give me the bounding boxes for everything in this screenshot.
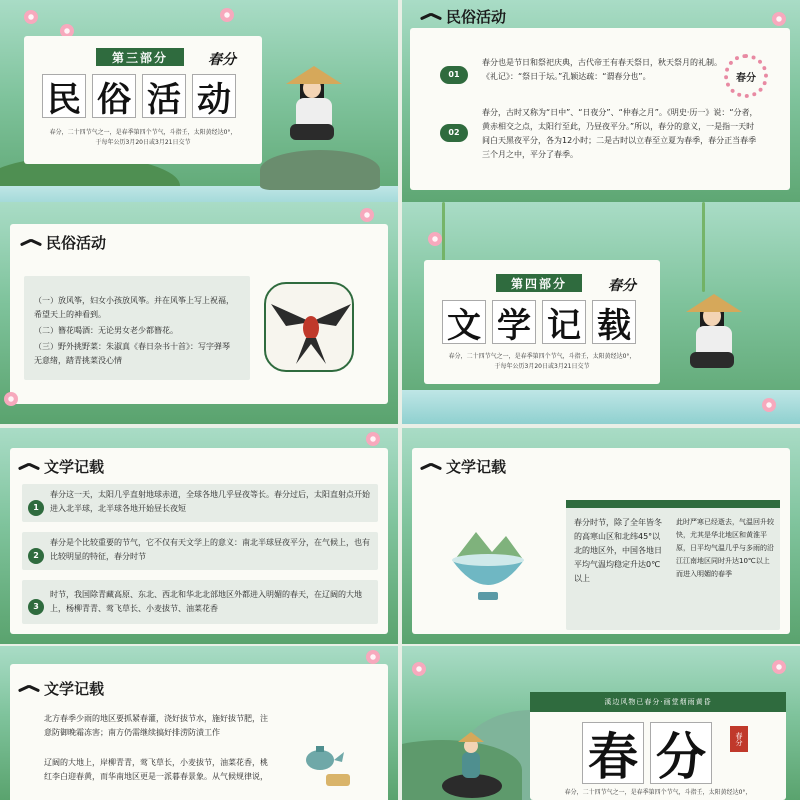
item-text: 时节，我国除青藏高原、东北、西北和华北北部地区外都进入明媚的春天，在辽阔的大地上，杨柳青青、莺飞草长、小麦拔节、油菜花香 xyxy=(50,590,362,613)
panel-header-bar xyxy=(566,500,780,508)
blossom-icon xyxy=(412,662,426,676)
subtitle-line: 于每年公历3月20日或3月21日交节 xyxy=(494,363,590,370)
slide-title-text: 文学记载 xyxy=(44,680,105,698)
spring-wreath-badge: 春分 xyxy=(724,54,768,98)
cover-subtitle xyxy=(432,352,652,372)
water-decoration xyxy=(402,390,800,424)
title-char: 载 xyxy=(592,300,636,344)
blossom-icon xyxy=(220,8,234,22)
item-text: （三）野外挑野菜：朱淑真《春日杂书十首》：写字弹琴无意绪，踏青挑菜没心情 xyxy=(34,342,230,365)
teapot-landscape-icon xyxy=(296,730,356,790)
item-text: 春分，古时又称为“日中”、“日夜分”、“仲春之月”。《明史·历一》说：“分者，黄赤相交之点，太阳行至此，乃昼夜平分。”所以，春分的意义，一是指一天时间白天黑夜平分，各为12小时；二是古时以立春至立夏为春季，春分正当春季三个月之中，平分了春季。 xyxy=(482,108,758,159)
blossom-icon xyxy=(762,398,776,412)
item-number: 01 xyxy=(440,62,468,84)
section-title xyxy=(42,74,236,118)
slide-title xyxy=(18,678,104,699)
blossom-icon xyxy=(366,650,380,664)
cover-title xyxy=(582,722,712,784)
swallow-icon xyxy=(420,461,442,473)
kite-illustration xyxy=(264,282,354,372)
slide-title-text: 文学记载 xyxy=(44,458,105,476)
slide-thumbnail-4[interactable] xyxy=(402,202,800,424)
item-number: 02 xyxy=(440,120,468,142)
swallow-kite-icon xyxy=(266,284,354,372)
slide-thumbnail-5[interactable] xyxy=(0,428,398,644)
title-char: 春 xyxy=(582,722,644,784)
right-text: 此时严寒已经逝去，气温回升较快，尤其是华北地区和黄淮平原，日平均气温几乎与多雨的沿江江南地区同时升达10℃以上而进入明媚的春季 xyxy=(676,518,774,578)
title-char: 学 xyxy=(492,300,536,344)
item-text: 春分也是节日和祭祀庆典，古代帝王有春天祭日，秋天祭月的礼制。《礼记》：“祭日于坛。”孔颖达疏：“谓春分也”。 xyxy=(482,58,722,81)
blossom-icon xyxy=(24,10,38,24)
subtitle-line: 春分，二十四节气之一，是春季第四个节气，斗指壬，太阳黄经达0°， xyxy=(448,353,636,360)
slide-title xyxy=(420,456,506,477)
item-number: 2 xyxy=(28,543,44,564)
rock-decoration xyxy=(260,150,380,190)
title-char: 俗 xyxy=(92,74,136,118)
blossom-icon xyxy=(772,12,786,26)
swallow-icon xyxy=(420,11,442,23)
left-text: 春分时节，除了全年皆冬的高寒山区和北纬45°以北的地区外，中国各地日平均气温均稳定升达0℃以上 xyxy=(574,518,662,583)
cover-subtitle: 春分，二十四节气之一，是春季第四个节气，斗指壬，太阳黄经达0°， xyxy=(564,789,752,796)
item-number: 1 xyxy=(28,495,44,516)
title-char: 动 xyxy=(192,74,236,118)
title-char: 分 xyxy=(650,722,712,784)
subtitle-line: 于每年公历3月20日或3月21日交节 xyxy=(95,139,191,146)
bowl-landscape-icon xyxy=(446,518,530,604)
blossom-icon xyxy=(4,392,18,406)
red-seal-stamp: 春分 xyxy=(730,726,748,752)
willow-decoration xyxy=(702,202,705,292)
slide-title-text: 民俗活动 xyxy=(446,8,507,26)
cover-subtitle xyxy=(30,128,256,148)
blossom-icon xyxy=(360,208,374,222)
paragraph-text: 北方春季少雨的地区要抓紧春灌，浇好拔节水，施好拔节肥，注意防御晚霜冻害；南方仍需继续搞好排涝防渍工作 xyxy=(44,714,268,737)
slide-title xyxy=(420,6,506,27)
swallow-icon xyxy=(18,461,40,473)
item-text: （一）放风筝，妇女小孩放风筝。并在风筝上写上祝福，希望天上的神看到。 xyxy=(34,296,234,319)
spring-tag: 春分 xyxy=(208,52,236,68)
section-banner: 第三部分 xyxy=(96,48,184,66)
slide-title xyxy=(20,232,106,253)
title-char: 活 xyxy=(142,74,186,118)
section-title xyxy=(442,300,636,344)
item-text: （二）簪花喝酒：无论男女老少都簪花。 xyxy=(34,326,178,335)
slide-thumbnail-7[interactable] xyxy=(0,646,398,800)
subtitle-line: 春分，二十四节气之一，是春季第四个节气，斗指壬，太阳黄经达0°， xyxy=(49,129,237,136)
swallow-icon xyxy=(18,683,40,695)
ox-rider-icon xyxy=(432,722,512,800)
spring-tag: 春分 xyxy=(608,278,636,294)
section-banner: 第四部分 xyxy=(496,274,582,292)
blossom-icon xyxy=(428,232,442,246)
paragraph-text: 辽阔的大地上，岸柳青青，莺飞草长，小麦拔节，油菜花香，桃红李白迎春黄，而华南地区更是一派暮春景象。从气候规律说， xyxy=(44,758,268,781)
item-text: 春分是个比较重要的节气，它不仅有天文学上的意义：南北半球昼夜平分，在气候上，也有比较明显的特征，春分时节 xyxy=(50,538,370,561)
slide-thumbnail-6[interactable] xyxy=(402,428,800,644)
slide-title-text: 文学记载 xyxy=(446,458,507,476)
swallow-icon xyxy=(20,237,42,249)
slide-title xyxy=(18,456,104,477)
title-char: 记 xyxy=(542,300,586,344)
slide-title-text: 民俗活动 xyxy=(46,234,107,252)
slide-thumbnail-8[interactable] xyxy=(402,646,800,800)
blossom-icon xyxy=(366,432,380,446)
title-char: 民 xyxy=(42,74,86,118)
slide-thumbnail-3[interactable] xyxy=(0,202,398,424)
title-char: 文 xyxy=(442,300,486,344)
blossom-icon xyxy=(772,660,786,674)
item-number: 3 xyxy=(28,594,44,615)
slide-thumbnail-2[interactable] xyxy=(402,0,800,216)
poem-banner: 溪边风物已春分·画堂烟雨黄昏 xyxy=(530,692,786,712)
slide-thumbnail-1[interactable] xyxy=(0,0,398,216)
item-text: 春分这一天，太阳几乎直射地球赤道，全球各地几乎昼夜等长。春分过后，太阳直射点开始进入北半球，北半球各地开始昼长夜短 xyxy=(50,490,370,513)
